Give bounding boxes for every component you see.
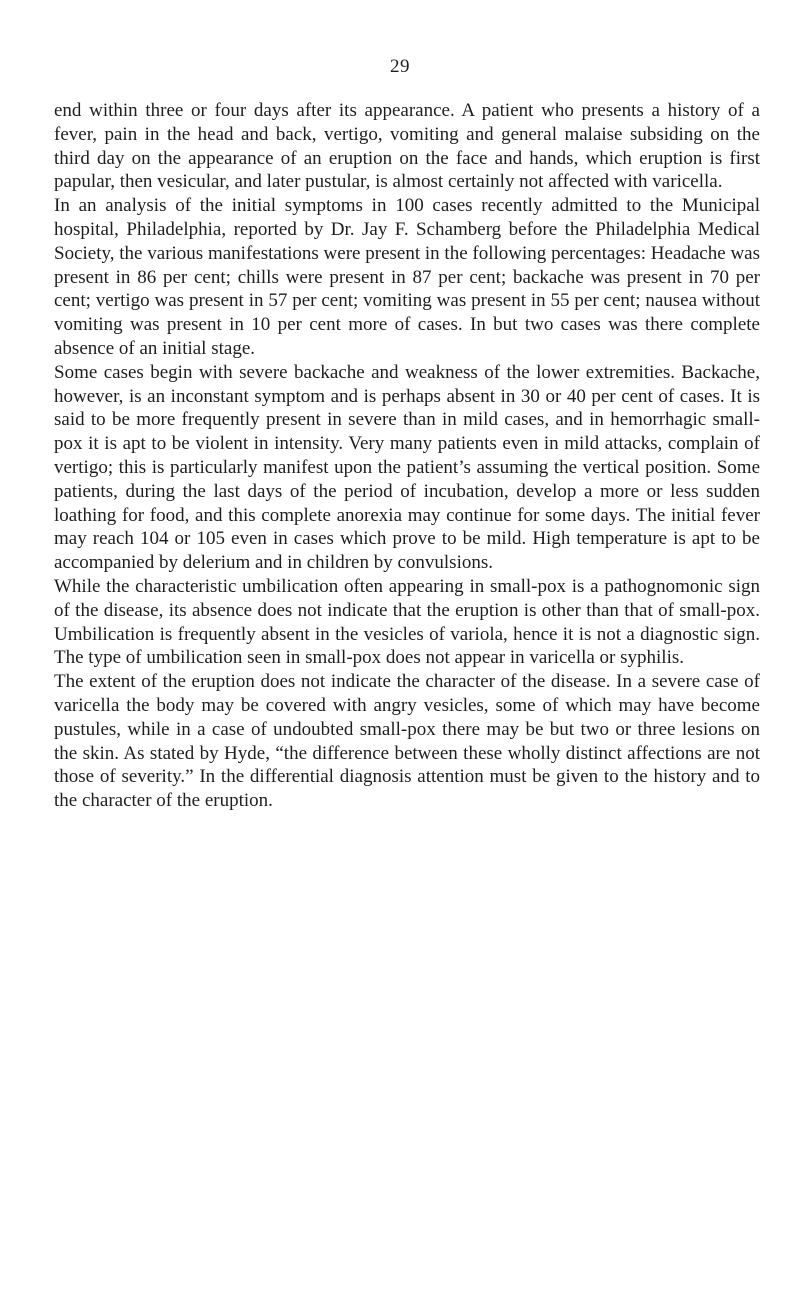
paragraph: The extent of the eruption does not indicate the character of the disease. In a severe case of varicella the body may be covered with angry vesicles, some of which may have become pustules, while in a case of undoubted small-pox there may be but two or three lesions on the skin. As stated by Hyde, “the difference between these wholly distinct affections are not those of severity.” In the differential diagnosis attention must be given to the history and to the character of the eruption.	[54, 671, 760, 812]
paragraph: In an analysis of the initial symptoms in 100 cases recently admitted to the Municipal hospital, Philadelphia, reported by Dr. Jay F. Schamberg before the Philadelphia Medical Society, the various manifestations were present in the following percentages: Headache was present in 86 per cent; chills were present in 87 per cent; backache was present in 70 per cent; vertigo was present in 57 per cent; vomiting was present in 55 per cent; nausea without vomiting was present in 10 per cent more of cases. In but two cases was there complete absence of an initial stage.	[54, 195, 760, 359]
body-text	[54, 99, 760, 813]
paragraph: While the characteristic umbilication often appearing in small-pox is a pathognomonic sign of the disease, its absence does not indicate that the eruption is other than that of small-pox. Umbilication is frequently absent in the vesicles of variola, hence it is not a diagnostic sign. The type of umbilication seen in small-pox does not appear in varicella or syphilis.	[54, 575, 760, 669]
paragraph: Some cases begin with severe backache and weakness of the lower extremities. Backache, however, is an inconstant symptom and is perhaps absent in 30 or 40 per cent of cases. It is said to be more frequently present in severe than in mild cases, and in hemorrhagic small-pox it is apt to be violent in intensity. Very many patients even in mild attacks, complain of vertigo; this is particularly manifest upon the patient’s assuming the vertical position. Some patients, during the last days of the period of incubation, develop a more or less sudden loathing for food, and this complete anorexia may continue for some days. The initial fever may reach 104 or 105 even in cases which prove to be mild. High temperature is apt to be accompanied by delerium and in children by convulsions.	[54, 361, 760, 574]
paragraph: end within three or four days after its appearance. A patient who presents a history of a fever, pain in the head and back, vertigo, vomiting and general malaise subsiding on the third day on the appearance of an eruption on the face and hands, which eruption is first papular, then vesicular, and later pustular, is almost certainly not affected with varicella.	[54, 100, 760, 193]
page-number: 29	[390, 56, 410, 77]
